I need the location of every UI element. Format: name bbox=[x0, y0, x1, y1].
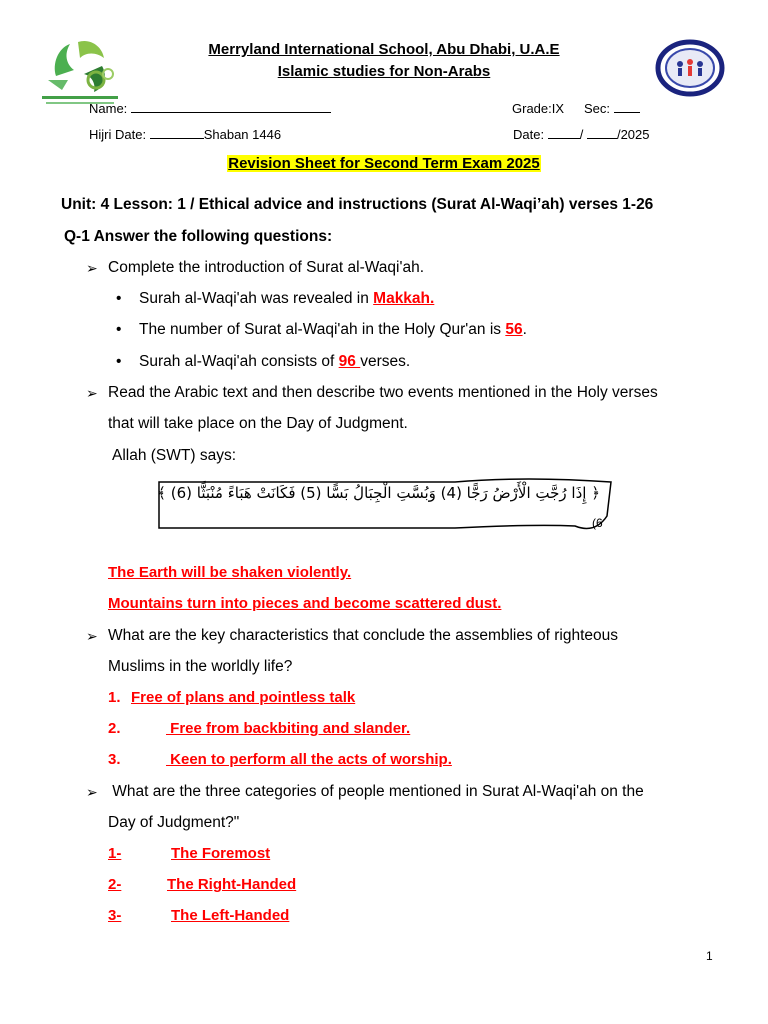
page-number: 1 bbox=[706, 949, 713, 963]
arrow-bullet-icon: ➢ bbox=[86, 260, 98, 276]
hijri-label: Hijri Date: bbox=[89, 127, 147, 142]
prompt-assemblies-line1: What are the key characteristics that conclude the assemblies of righteous bbox=[108, 627, 619, 644]
prompt-judgment-line1: Read the Arabic text and then describe two events mentioned in the Holy verses bbox=[108, 384, 658, 401]
prompt-categories-line1: What are the three categories of people mentioned in Surat Al-Waqi'ah on the bbox=[108, 783, 644, 800]
date-field bbox=[513, 127, 650, 142]
arrow-bullet-icon: ➢ bbox=[86, 784, 98, 800]
answer-free-backbiting: Free from backbiting and slander. bbox=[166, 720, 411, 737]
list-number: 1- bbox=[108, 845, 122, 862]
date-month-blank bbox=[587, 128, 617, 139]
list-number: 2- bbox=[108, 876, 122, 893]
name-label: Name: bbox=[89, 101, 128, 116]
dot-bullet-icon: • bbox=[116, 353, 122, 370]
list-number: 1. bbox=[108, 689, 121, 706]
unit-heading: Unit: 4 Lesson: 1 / Ethical advice and instructions (Surat Al-Waqi’ah) verses 1-26 bbox=[61, 196, 654, 213]
sec-field bbox=[584, 101, 640, 116]
intro-item-number: The number of Surat al-Waqi'ah in the Holy Qur'an is 56. bbox=[139, 321, 527, 338]
grade-field bbox=[512, 101, 564, 116]
hijri-date-field bbox=[89, 127, 281, 142]
list-number: 2. bbox=[108, 720, 121, 737]
sheet-title: Revision Sheet for Second Term Exam 2025 bbox=[228, 155, 540, 172]
answer-foremost: The Foremost bbox=[171, 845, 271, 862]
arabic-verse: ﴿ إِذَا رُجَّتِ الْأَرْضُ رَجًّا (4) وَبُسَّتِ الْجِبَالُ بَسًّا (5) فَكَانَتْ هَبَاءً مُنْبَثًّا (6) ﴾ bbox=[157, 484, 600, 502]
dot-bullet-icon: • bbox=[116, 290, 122, 307]
dot-bullet-icon: • bbox=[116, 321, 122, 338]
date-year: /2025 bbox=[616, 127, 650, 142]
intro-item-verses: Surah al-Waqi'ah consists of 96 verses. bbox=[139, 353, 411, 370]
school-title: Merryland International School, Abu Dhabi, U.A.E bbox=[208, 41, 560, 58]
question-heading: Q-1 Answer the following questions: bbox=[64, 228, 333, 245]
hijri-blank bbox=[150, 128, 204, 139]
name-field bbox=[89, 101, 331, 116]
name-blank bbox=[131, 102, 331, 113]
date-label: Date: bbox=[513, 127, 545, 142]
intro-item-revealed: Surah al-Waqi'ah was revealed in Makkah. bbox=[139, 290, 435, 307]
sec-blank bbox=[614, 102, 640, 113]
grade-label: Grade:IX bbox=[512, 101, 565, 116]
answer-right-handed: The Right-Handed bbox=[167, 876, 297, 893]
hijri-value: Shaban 1446 bbox=[203, 127, 282, 142]
answer-free-of-plans: Free of plans and pointless talk bbox=[131, 689, 356, 706]
answer-earth-shaken: The Earth will be shaken violently. bbox=[108, 564, 352, 581]
list-number: 3- bbox=[108, 907, 122, 924]
arrow-bullet-icon: ➢ bbox=[86, 628, 98, 644]
answer-worship: Keen to perform all the acts of worship. bbox=[166, 751, 452, 768]
arrow-bullet-icon: ➢ bbox=[86, 385, 98, 401]
answer-left-handed: The Left-Handed bbox=[171, 907, 290, 924]
prompt-judgment-line2: that will take place on the Day of Judgment. bbox=[108, 415, 408, 432]
answer-mountains-dust: Mountains turn into pieces and become scattered dust. bbox=[108, 595, 502, 612]
prompt-categories-line2: Day of Judgment?" bbox=[108, 814, 240, 831]
subject-title: Islamic studies for Non-Arabs bbox=[277, 63, 491, 80]
allah-says: Allah (SWT) says: bbox=[112, 447, 237, 464]
date-separator: / bbox=[579, 127, 584, 142]
date-day-blank bbox=[548, 128, 580, 139]
prompt-assemblies-line2: Muslims in the worldly life? bbox=[108, 658, 293, 675]
sec-label: Sec: bbox=[584, 101, 611, 116]
list-number: 3. bbox=[108, 751, 121, 768]
prompt-intro: Complete the introduction of Surat al-Waqi'ah. bbox=[108, 259, 424, 276]
verse-number: (6 bbox=[592, 516, 603, 530]
